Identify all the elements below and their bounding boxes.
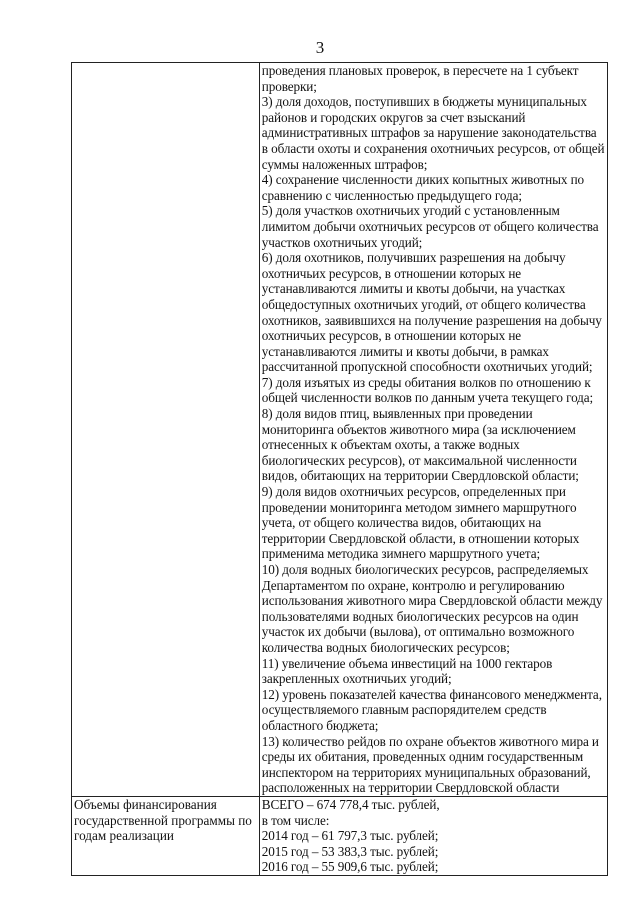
- indicator-paragraph: проведения плановых проверок, в пересчете на 1 субъект проверки;: [261, 63, 579, 94]
- indicator-paragraph: 12) уровень показателей качества финансового менеджмента, осуществляемого главным распорядителем средств областного бюджета;: [261, 686, 602, 733]
- funding-values-cell: [259, 796, 607, 875]
- indicator-paragraph: 6) доля охотников, получивших разрешения на добычу охотничьих ресурсов, в отношении которых не устанавливаются лимиты и квоты добычи, на участках общедоступных охотничьих угодий, от общего количества охотников, заявившихся на получение разрешения на добычу охотничьих ресурсов, в отношении которых не устанавливаются лимиты и квоты добычи, в рамках рассчитанной пропускной способности охотничьих угодий;: [261, 250, 602, 375]
- funding-label-cell: Объемы финансирования государственной программы по годам реализации: [72, 796, 260, 875]
- indicator-paragraph: 9) доля видов охотничьих ресурсов, определенных при проведении мониторинга методом зимнего маршрутного учета, от общего количества видов, обитающих на территории Свердловской области, в отношении которых применима методика зимнего маршрутного учета;: [261, 484, 580, 562]
- row-label-cell: [72, 63, 260, 797]
- passport-table: [71, 62, 608, 876]
- funding-year-2016: 2016 год – 55 909,6 тыс. рублей;: [261, 859, 439, 875]
- indicator-paragraph: 13) количество рейдов по охране объектов животного мира и среды их обитания, проведенных одним государственным инспектором на территориях муниципальных образований, расположенных на территории Свердловской области: [261, 733, 599, 796]
- indicator-paragraph: 8) доля видов птиц, выявленных при проведении мониторинга объектов животного мира (за исключением отнесенных к объектам охоты, а также водных биологических ресурсов), от максимальной численности видов, обитающих на территории Свердловской области;: [261, 406, 579, 484]
- indicator-paragraph: 7) доля изъятых из среды обитания волков по отношению к общей численности волков по данным учета текущего года;: [261, 374, 594, 406]
- funding-subheading: в том числе:: [261, 812, 330, 828]
- page-number: 3: [315, 38, 325, 57]
- indicator-paragraph: 4) сохранение численности диких копытных животных по сравнению с численностью предыдущего года;: [261, 172, 585, 203]
- funding-total: ВСЕГО – 674 778,4 тыс. рублей,: [261, 796, 440, 812]
- indicator-paragraph: 11) увеличение объема инвестиций на 1000 гектаров закрепленных охотничьих угодий;: [261, 655, 553, 687]
- funding-year-2014: 2014 год – 61 797,3 тыс. рублей;: [261, 828, 439, 844]
- table-row: [72, 796, 608, 875]
- indicators-cell: [259, 63, 607, 797]
- indicator-paragraph: 10) доля водных биологических ресурсов, распределяемых Департаментом по охране, контролю и регулированию использования животного мира Свердловской области между пользователями водных биологических ресурсов на один участок их добычи (вылова), от оптимально возможного количества водных биологических ресурсов;: [261, 562, 603, 655]
- indicator-paragraph: 5) доля участков охотничьих угодий с установленным лимитом добычи охотничьих ресурсов от общего количества участков охотничьих угодий;: [261, 203, 599, 250]
- funding-year-2015: 2015 год – 53 383,3 тыс. рублей;: [261, 843, 439, 859]
- table-row: [72, 63, 608, 797]
- indicator-paragraph: 3) доля доходов, поступивших в бюджеты муниципальных районов и городских округов за счет взысканий административных штрафов за нарушение законодательства в области охоты и сохранения охотничьих ресурсов, от общей суммы наложенных штрафов;: [261, 94, 605, 172]
